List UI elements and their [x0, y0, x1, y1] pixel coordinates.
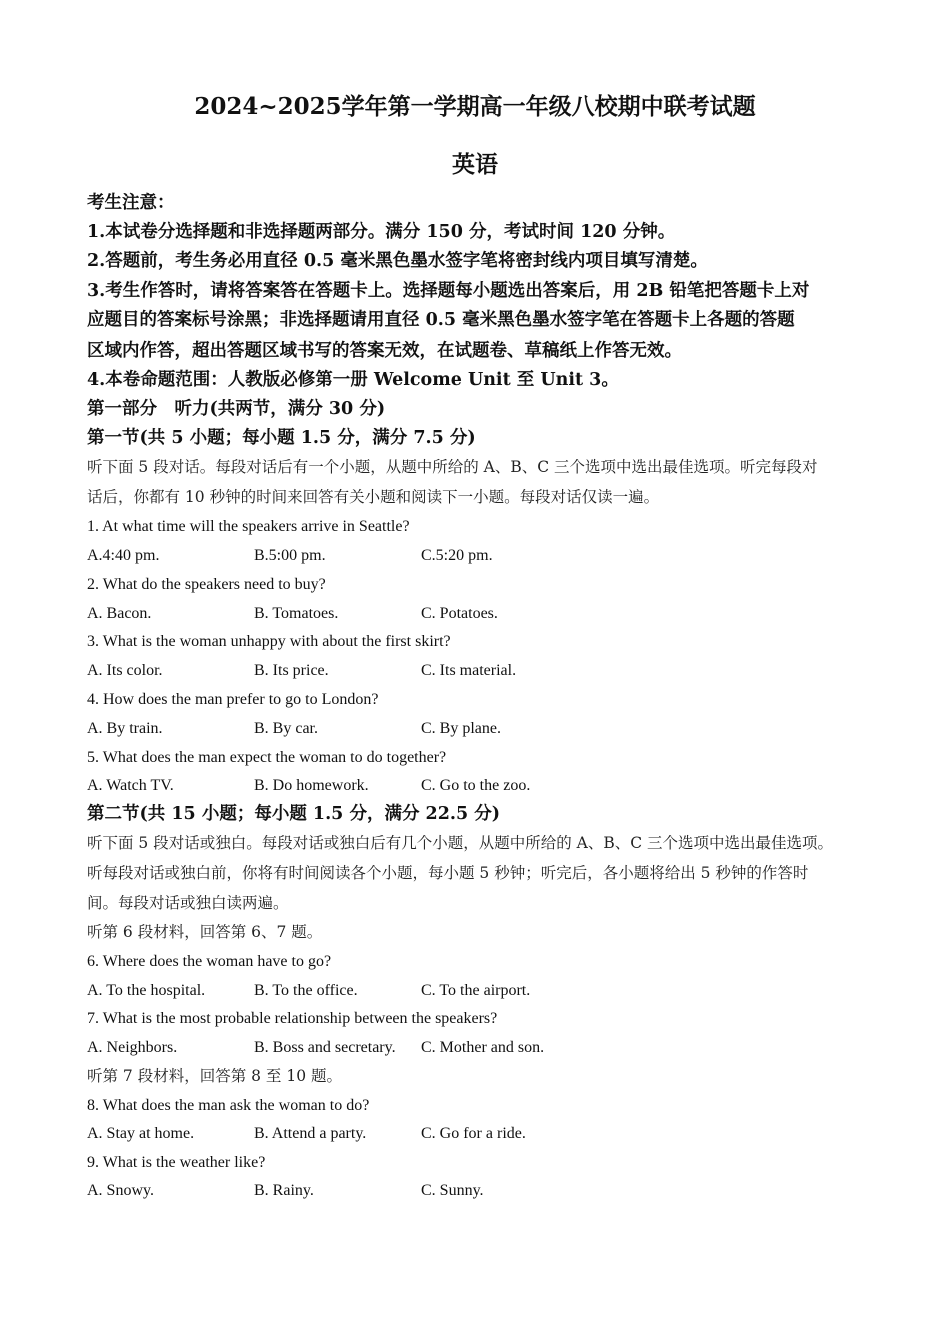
notice-item: 2.答题前，考生务必用直径 0.5 毫米黑色墨水签字笔将密封线内项目填写清楚。: [87, 251, 708, 271]
option-c: C. Go for a ride.: [421, 1125, 526, 1142]
subject-title: 英语: [452, 151, 498, 178]
option-b: B. Attend a party.: [254, 1125, 367, 1142]
question-1: 1. At what time will the speakers arrive in Seattle?: [87, 518, 410, 535]
question-3: 3. What is the woman unhappy with about the first skirt?: [87, 633, 451, 650]
material-7-note: 听第 7 段材料，回答第 8 至 10 题。: [87, 1067, 343, 1085]
option-a: A. Bacon.: [87, 605, 152, 622]
question-4: 4. How does the man prefer to go to London?: [87, 691, 379, 708]
option-b: B.5:00 pm.: [254, 547, 326, 564]
option-b: B. To the office.: [254, 982, 358, 999]
section1-heading: 第一节(共 5 小题；每小题 1.5 分，满分 7.5 分): [87, 428, 476, 448]
question-6: 6. Where does the woman have to go?: [87, 953, 332, 970]
option-c: C. Mother and son.: [421, 1039, 545, 1056]
notice-heading: 考生注意：: [87, 193, 175, 213]
question-9: 9. What is the weather like?: [87, 1154, 266, 1171]
notice-item: 应题目的答案标号涂黑；非选择题请用直径 0.5 毫米黑色墨水签字笔在答题卡上各题的答题: [87, 310, 795, 330]
option-c: C. To the airport.: [421, 982, 531, 999]
section2-heading: 第二节(共 15 小题；每小题 1.5 分，满分 22.5 分): [87, 804, 501, 824]
material-6-note: 听第 6 段材料，回答第 6、7 题。: [87, 923, 323, 941]
option-b: B. Rainy.: [254, 1182, 314, 1199]
notice-item: 3.考生作答时，请将答案答在答题卡上。选择题每小题选出答案后，用 2B 铅笔把答题卡上对: [87, 281, 810, 301]
question-2: 2. What do the speakers need to buy?: [87, 576, 326, 593]
option-c: C. Sunny.: [421, 1182, 484, 1199]
option-c: C. Its material.: [421, 662, 517, 679]
option-c: C. Potatoes.: [421, 605, 498, 622]
section1-instructions: 话后，你都有 10 秒钟的时间来回答有关小题和阅读下一小题。每段对话仅读一遍。: [87, 488, 660, 506]
option-c: C.5:20 pm.: [421, 547, 493, 564]
option-b: B. By car.: [254, 720, 318, 737]
option-a: A. To the hospital.: [87, 982, 206, 999]
question-8: 8. What does the man ask the woman to do?: [87, 1097, 370, 1114]
section1-instructions: 听下面 5 段对话。每段对话后有一个小题，从题中所给的 A、B、C 三个选项中选出最佳选项。听完每段对: [87, 458, 818, 476]
question-5: 5. What does the man expect the woman to do together?: [87, 749, 447, 766]
option-a: A. Stay at home.: [87, 1125, 195, 1142]
option-a: A. Neighbors.: [87, 1039, 178, 1056]
exam-title: 2024~2025学年第一学期高一年级八校期中联考试题: [194, 93, 756, 120]
section2-instructions: 听下面 5 段对话或独白。每段对话或独白后有几个小题，从题中所给的 A、B、C 三个选项中选出最佳选项。: [87, 834, 834, 852]
option-b: B. Its price.: [254, 662, 329, 679]
option-a: A.4:40 pm.: [87, 547, 160, 564]
part1-heading: 第一部分 听力(共两节，满分 30 分): [87, 399, 386, 419]
option-a: A. Its color.: [87, 662, 163, 679]
option-a: A. By train.: [87, 720, 163, 737]
question-7: 7. What is the most probable relationship between the speakers?: [87, 1010, 498, 1027]
notice-item: 4.本卷命题范围：人教版必修第一册 Welcome Unit 至 Unit 3。: [87, 370, 619, 390]
option-a: A. Snowy.: [87, 1182, 154, 1199]
notice-item: 1.本试卷分选择题和非选择题两部分。满分 150 分，考试时间 120 分钟。: [87, 222, 676, 242]
option-c: C. By plane.: [421, 720, 501, 737]
option-b: B. Tomatoes.: [254, 605, 339, 622]
option-b: B. Do homework.: [254, 777, 369, 794]
option-c: C. Go to the zoo.: [421, 777, 531, 794]
option-a: A. Watch TV.: [87, 777, 174, 794]
section2-instructions: 听每段对话或独白前，你将有时间阅读各个小题，每小题 5 秒钟；听完后，各小题将给出 5 秒钟的作答时: [87, 864, 809, 882]
notice-item: 区域内作答，超出答题区域书写的答案无效，在试题卷、草稿纸上作答无效。: [87, 341, 682, 361]
section2-instructions: 间。每段对话或独白读两遍。: [87, 894, 289, 912]
option-b: B. Boss and secretary.: [254, 1039, 396, 1056]
